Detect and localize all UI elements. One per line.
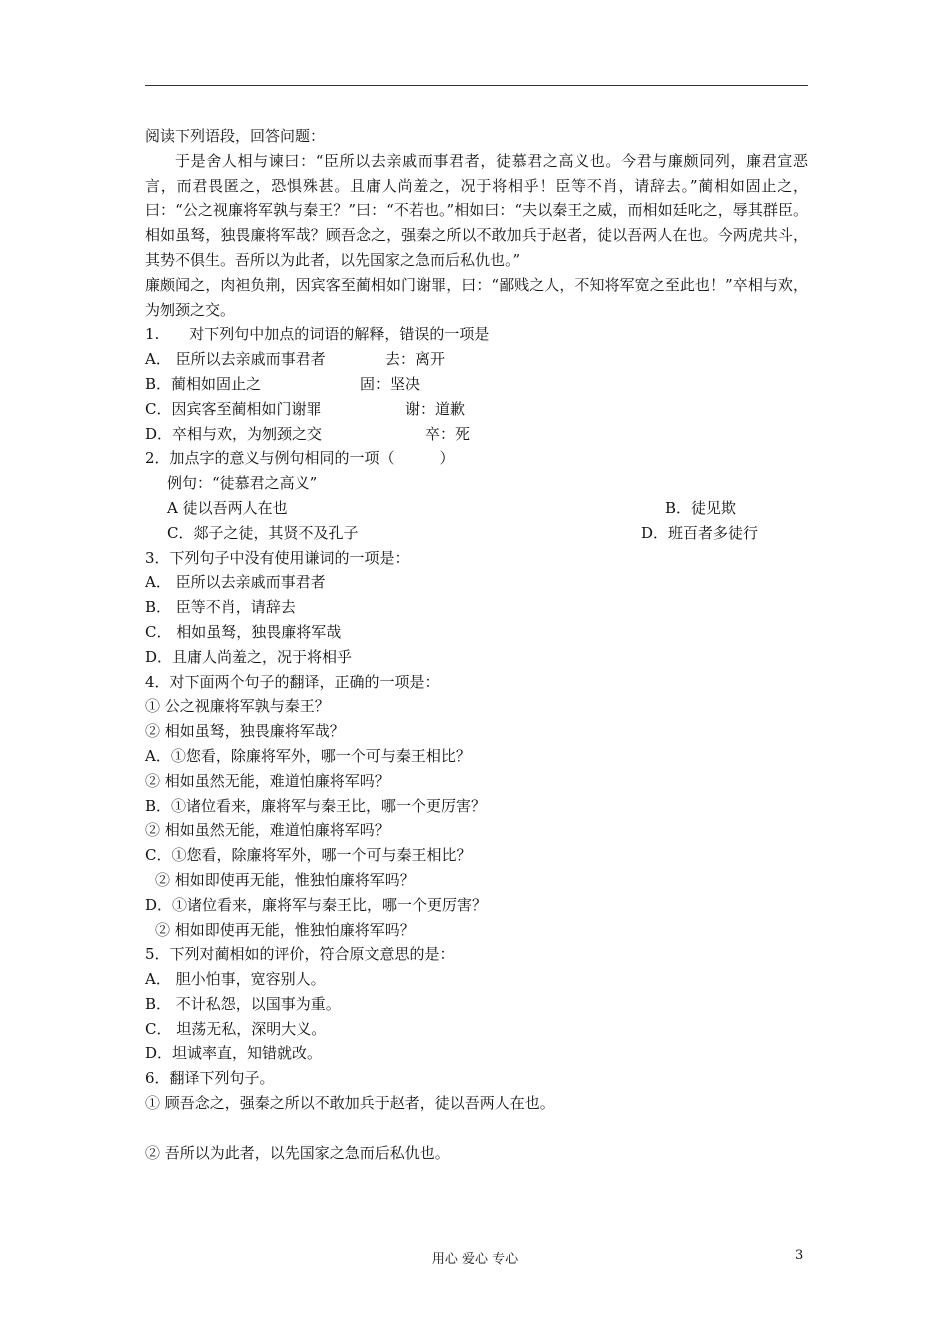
q3-option-a: A． 臣所以去亲戚而事君者: [145, 573, 326, 592]
footer-motto: 用心 爱心 专心: [431, 1252, 519, 1267]
q3-stem: 3．下列句子中没有使用谦词的一项是：: [145, 548, 410, 567]
q6-sentence-1: ① 顾吾念之，强秦之所以不敢加兵于赵者，徒以吾两人在也。: [145, 1094, 555, 1113]
q6-sentence-2: ② 吾所以为此者，以先国家之急而后私仇也。: [145, 1143, 450, 1162]
q6-stem: 6．翻译下列句子。: [145, 1069, 275, 1088]
q3-option-d: D．且庸人尚羞之，况于将相乎: [145, 647, 353, 666]
q2-example: 例句：“徒慕君之高义”: [167, 474, 318, 493]
passage-paragraph-1: 于是舍人相与谏曰：“臣所以去亲戚而事君者，徒慕君之高义也。今君与廉颇同列，廉君宣恶言，而君畏匿之，恐惧殊甚。且庸人尚羞之，况于将相乎！臣等不肖，请辞去。”蔺相如固止之，曰：“公之视廉将军孰与秦王？”曰：“不若也。”相如曰：“夫以秦王之威，而相如廷叱之，辱其群臣。相如虽驽，独畏廉将军哉？顾吾念之，强秦之所以不敢加兵于赵者，徒以吾两人在也。今两虎共斗，其势不俱生。吾所以为此者，以先国家之急而后私仇也。”: [145, 151, 808, 269]
header-rule: [145, 85, 808, 86]
q1-option-c: [145, 397, 808, 422]
q4-option-a-1: A．①您看，除廉将军外，哪一个可与秦王相比？: [145, 746, 471, 765]
q2-row-cd: [145, 521, 808, 546]
q1-option-d-gloss: 卒：死: [425, 424, 471, 443]
q2-option-b: B．徒见欺: [664, 498, 736, 517]
q5-option-c: C． 坦荡无私，深明大义。: [145, 1019, 327, 1038]
q5-option-a: A． 胆小怕事，宽容别人。: [145, 970, 326, 989]
q1-option-a: [145, 347, 808, 372]
q1-option-b-text: B．蔺相如固止之: [145, 374, 262, 393]
q2-option-d: D．班百者多徒行: [640, 523, 758, 542]
q4-option-c-1: C．①您看，除廉将军外，哪一个可与秦王相比？: [145, 846, 472, 865]
q4-stem: 4．对下面两个句子的翻译，正确的一项是：: [145, 672, 440, 691]
q2-option-c: C．郯子之徒，其贤不及孔子: [167, 523, 359, 542]
q4-option-c-2: ② 相如即使再无能，惟独怕廉将军吗？: [155, 870, 415, 889]
q2-stem: 2．加点字的意义与例句相同的一项（ ）: [145, 449, 455, 468]
q4-option-b-1: B．①诸位看来，廉将军与秦王比，哪一个更厉害？: [145, 796, 487, 815]
q6-answer-space: [145, 1116, 808, 1141]
q2-row-ab: [145, 496, 808, 521]
q1-option-a-text: A． 臣所以去亲戚而事君者: [145, 350, 326, 369]
q1-option-b-gloss: 固：坚决: [360, 374, 421, 393]
q4-option-a-2: ② 相如虽然无能，难道怕廉将军吗？: [145, 771, 390, 790]
q1-option-d: [145, 422, 808, 447]
q2-option-a: A 徒以吾两人在也: [167, 498, 288, 517]
q4-option-d-1: D．①诸位看来，廉将军与秦王比，哪一个更厉害？: [145, 895, 488, 914]
q1-option-d-text: D．卒相与欢，为刎颈之交: [145, 424, 323, 443]
page-number: 3: [795, 1248, 804, 1263]
q3-option-b: B． 臣等不肖，请辞去: [145, 598, 296, 617]
q4-sentence-1: ① 公之视廉将军孰与秦王？: [145, 697, 330, 716]
q1-option-b: [145, 372, 808, 397]
q4-sentence-2: ② 相如虽驽，独畏廉将军哉？: [145, 722, 345, 741]
q4-option-b-2: ② 相如虽然无能，难道怕廉将军吗？: [145, 821, 390, 840]
q5-stem: 5．下列对蔺相如的评价，符合原文意思的是：: [145, 945, 455, 964]
q1-stem: 1. 对下列句中加点的词语的解释，错误的一项是: [145, 325, 490, 344]
q5-option-d: D．坦诚率直，知错就改。: [145, 1044, 323, 1063]
passage-heading: 阅读下列语段，回答问题：: [145, 127, 326, 145]
q5-option-b: B． 不计私怨，以国事为重。: [145, 994, 341, 1013]
document-body: [145, 124, 808, 1165]
q3-option-c: C． 相如虽驽，独畏廉将军哉: [145, 622, 342, 641]
passage-paragraph-2: 廉颇闻之，肉袒负荆，因宾客至蔺相如门谢罪，曰：“鄙贱之人，不知将军宽之至此也！”卒相与欢，为刎颈之交。: [145, 275, 808, 319]
q4-option-d-2: ② 相如即使再无能，惟独怕廉将军吗？: [155, 920, 415, 939]
q1-option-a-gloss: 去：离开: [385, 350, 446, 369]
q1-option-c-text: C．因宾客至蔺相如门谢罪: [145, 399, 322, 418]
q1-option-c-gloss: 谢：道歉: [405, 399, 466, 418]
